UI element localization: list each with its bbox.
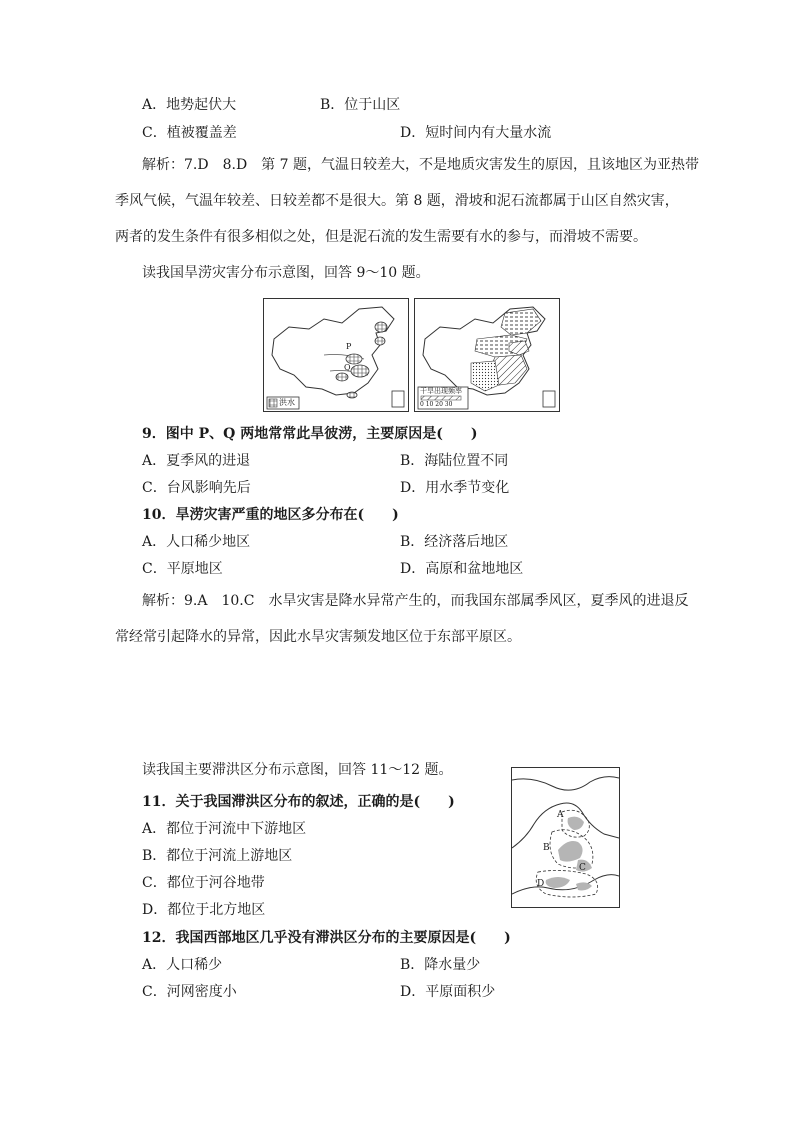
q9-option-d: D．用水季节变化 <box>400 480 510 496</box>
q11-option-b: B．都位于河流上游地区 <box>142 848 293 864</box>
q6-option-b: B．位于山区 <box>320 97 401 113</box>
detention-label-b: B <box>543 843 550 853</box>
q6-option-d: D．短时间内有大量水流 <box>400 125 552 141</box>
q12-option-c: C．河网密度小 <box>142 984 237 1000</box>
intro-11-12: 读我国主要滞洪区分布示意图，回答 11～12 题。 <box>142 762 453 778</box>
q11-stem: 11．关于我国滞洪区分布的叙述，正确的是( ) <box>142 794 455 810</box>
q12-option-a: A．人口稀少 <box>142 957 223 973</box>
intro-9-10: 读我国旱涝灾害分布示意图，回答 9～10 题。 <box>142 265 430 281</box>
q11-option-d: D．都位于北方地区 <box>142 902 266 918</box>
q9-option-c: C．台风影响先后 <box>142 480 251 496</box>
q9-option-a: A．夏季风的进退 <box>142 453 251 469</box>
analysis-7-8-line-3: 两者的发生条件有很多相似之处，但是泥石流的发生需要有水的参与，而滑坡不需要。 <box>115 229 647 245</box>
q10-option-d: D．高原和盆地地区 <box>400 561 524 577</box>
drought-map <box>414 298 560 412</box>
q11-option-a: A．都位于河流中下游地区 <box>142 821 307 837</box>
q10-stem: 10．旱涝灾害严重的地区多分布在( ) <box>142 507 399 523</box>
analysis-7-8-line-1: 解析：7.D 8.D 第 7 题，气温日较差大，不是地质灾害发生的原因，且该地区为亚热带 <box>142 157 699 173</box>
detention-label-d: D <box>537 879 545 889</box>
flood-label-p: P <box>346 342 352 351</box>
analysis-9-10-line-2: 常经常引起降水的异常，因此水旱灾害频发地区位于东部平原区。 <box>115 629 521 645</box>
q12-option-b: B．降水量少 <box>400 957 481 973</box>
q9-stem: 9．图中 P、Q 两地常常此旱彼涝，主要原因是( ) <box>142 426 478 442</box>
detention-area-map-figure <box>512 768 619 907</box>
analysis-9-10-line-1: 解析：9.A 10.C 水旱灾害是降水异常产生的，而我国东部属季风区，夏季风的进退反 <box>142 593 689 609</box>
q10-option-b: B．经济落后地区 <box>400 534 509 550</box>
q9-option-b: B．海陆位置不同 <box>400 453 509 469</box>
flood-map <box>263 298 409 412</box>
detention-label-a: A <box>557 810 564 820</box>
q12-option-d: D．平原面积少 <box>400 984 496 1000</box>
q10-option-c: C．平原地区 <box>142 561 223 577</box>
analysis-7-8-line-2: 季风气候，气温年较差、日较差都不是很大。第 8 题，滑坡和泥石流都属于山区自然灾害， <box>115 193 679 209</box>
detention-label-c: C <box>579 863 586 873</box>
flood-map-figure <box>264 299 408 411</box>
flood-legend-label: 洪水 <box>279 398 295 407</box>
drought-legend-title: 干旱出现频率 <box>420 387 462 395</box>
drought-legend-scale: 0 10 20 30 <box>420 401 453 408</box>
detention-area-map <box>511 767 620 908</box>
q12-stem: 12．我国西部地区几乎没有滞洪区分布的主要原因是( ) <box>142 930 511 946</box>
q10-option-a: A．人口稀少地区 <box>142 534 251 550</box>
q6-option-a: A．地势起伏大 <box>142 97 237 113</box>
flood-label-q: Q <box>344 363 351 372</box>
q11-option-c: C．都位于河谷地带 <box>142 875 265 891</box>
q6-option-c: C．植被覆盖差 <box>142 125 237 141</box>
